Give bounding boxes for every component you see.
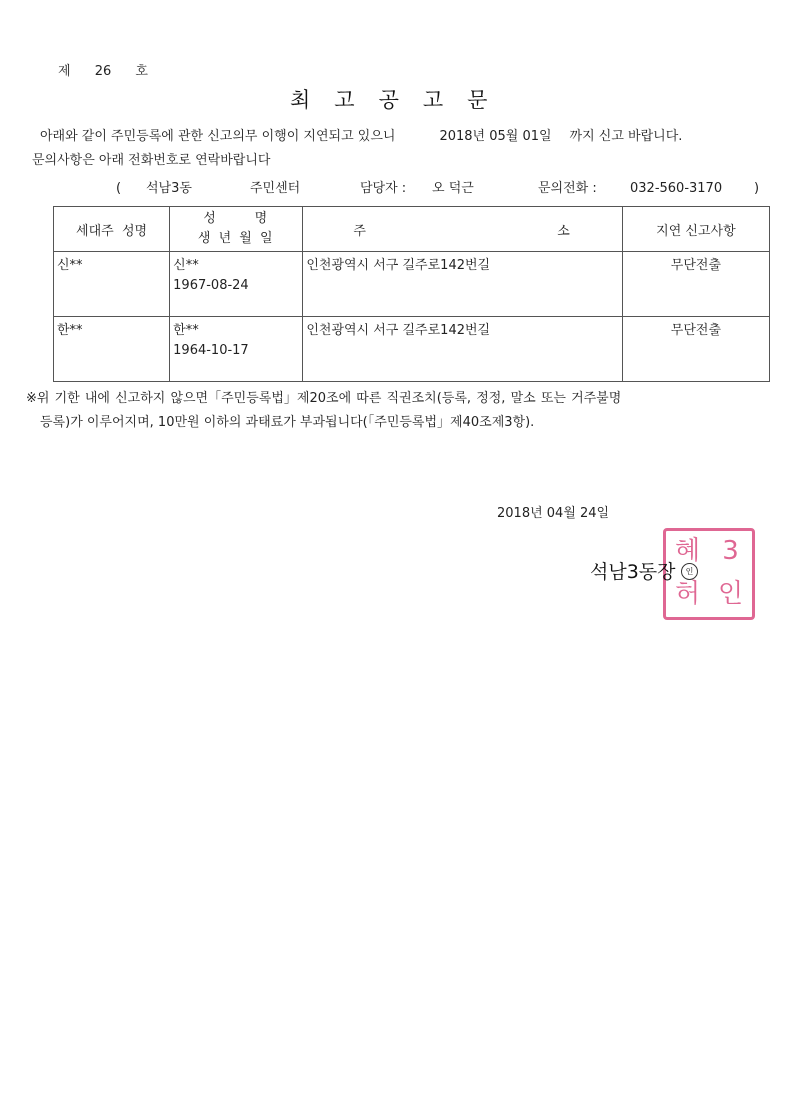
contact-staff-label: 담당자 : [360,181,407,196]
contact-info [116,177,759,196]
cell-name-birth [170,317,303,382]
header-address-left: 주 [353,223,366,239]
cell-householder: 신** [54,252,170,317]
cell-name: 한** [173,323,199,338]
seal-mark: 인 [681,563,698,580]
issuer-name: 석남3동장 [590,561,676,583]
inquiry-line: 문의사항은 아래 전화번호로 연락바랍니다 [32,153,271,168]
table-row [54,317,770,382]
contact-staff: 오 덕근 [432,181,474,196]
intro-sentence-end: 까지 신고 바랍니다. [569,129,683,144]
contact-dong: 석남3동 [146,181,192,196]
header-name: 성 명 [203,211,270,226]
cell-householder: 한** [54,317,170,382]
cell-report: 무단전출 [622,252,769,317]
document-number [58,60,148,79]
header-address [303,207,622,252]
cell-address: 인천광역시 서구 길주로142번길 [303,252,622,317]
contact-center: 주민센터 [250,181,301,196]
due-date: 2018년 05월 01일 [439,129,552,144]
warning-line-2: 등록)가 이루어지며, 10만원 이하의 과태료가 부과됩니다(「주민등록법」제40조제3항). [40,415,535,430]
table-row [54,252,770,317]
header-name-birth [170,207,303,252]
header-householder: 세대주 성명 [54,207,170,252]
official-seal: 혜 3 허 인 [663,528,755,620]
cell-name: 신** [173,258,199,273]
contact-close-paren: ) [754,181,760,196]
cell-address: 인천광역시 서구 길주로142번길 [303,317,622,382]
issue-date: 2018년 04월 24일 [497,506,610,521]
header-birth: 생 년 월 일 [197,231,275,246]
cell-birth: 1967-08-24 [173,278,249,293]
header-address-right: 소 [557,223,570,239]
contact-open-paren: ( [116,181,122,196]
page-title: 최고공고문 [290,88,512,112]
contact-phone: 032-560-3170 [630,181,723,196]
cell-name-birth [170,252,303,317]
header-report: 지연 신고사항 [622,207,769,252]
intro-sentence-start: 아래와 같이 주민등록에 관한 신고의무 이행이 지연되고 있으니 [40,129,396,144]
cell-birth: 1964-10-17 [173,343,249,358]
number-suffix: 호 [135,64,148,79]
cell-report: 무단전출 [622,317,769,382]
table-header-row [54,207,770,252]
intro-line [40,125,682,144]
notice-table [53,206,770,382]
contact-phone-label: 문의전화 : [538,181,597,196]
warning-line-1: ※위 기한 내에 신고하지 않으면「주민등록법」제20조에 따른 직권조치(등록, 정정, 말소 또는 거주불명 [26,391,622,406]
number-prefix: 제 [58,64,71,79]
number-value: 26 [94,64,112,79]
